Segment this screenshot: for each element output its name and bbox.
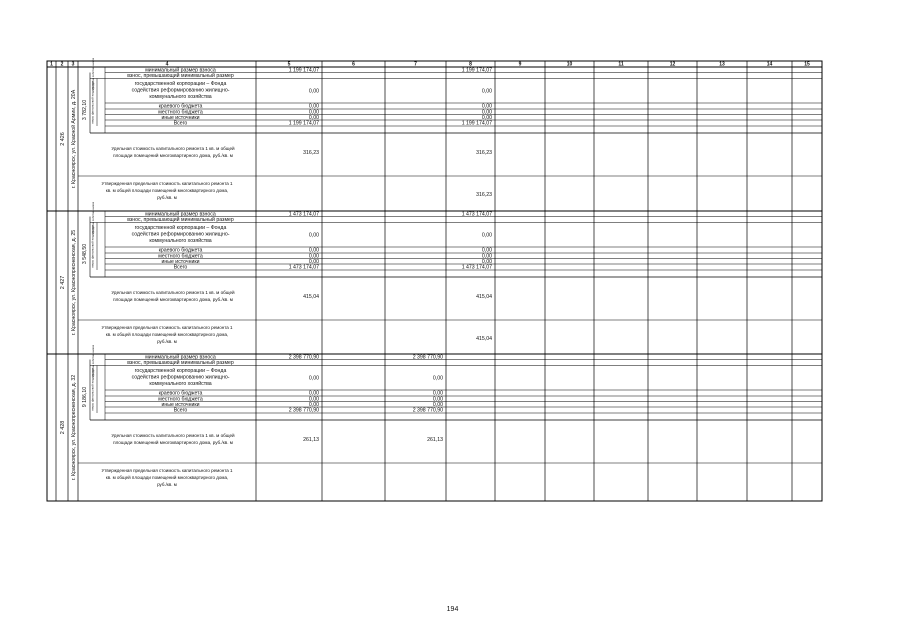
header-cell: 9	[518, 61, 522, 68]
value-fund: 0,00	[308, 375, 319, 382]
row-label-limit: кв. м общей площади помещений многоквартирного дома,	[105, 332, 229, 337]
group-label-finance: меры финансовой поддержки	[90, 367, 95, 411]
block-area: 9 186,10	[82, 386, 88, 408]
value-min_fee: 1 199 174,07	[461, 67, 492, 74]
row-label-fund: коммунального хозяйства	[149, 381, 212, 387]
value-regional: 0,00	[308, 390, 319, 397]
value-min_fee: 1 473 174,07	[288, 211, 319, 218]
value-unit: 415,04	[303, 294, 319, 300]
header-cell: 3	[71, 61, 75, 68]
value-other: 0,00	[432, 401, 443, 408]
header-cell: 2	[60, 61, 64, 68]
value-total: 1 473 174,07	[288, 264, 319, 271]
value-other: 0,00	[481, 258, 492, 265]
row-label-local: местного бюджета	[158, 253, 203, 260]
row-label-other: иные источники	[161, 258, 200, 265]
row-label-unit: площади помещений многоквартирного дома, руб./кв. м	[113, 297, 233, 302]
block-address: г. Красноярск, ул. Красной Армии, д. 20А	[71, 89, 77, 189]
row-label-limit: Утвержденная предельная стоимость капитального ремонта 1	[101, 325, 233, 330]
row-label-regional: краевого бюджета	[158, 103, 203, 110]
value-limit: 415,04	[476, 336, 492, 342]
value-fund: 0,00	[481, 232, 492, 239]
value-total: 2 398 770,90	[412, 407, 443, 414]
row-label-unit: площади помещений многоквартирного дома, руб./кв. м	[113, 440, 233, 445]
row-label-over-fee: взнос, превышающий минимальный размер	[127, 73, 234, 80]
row-label-unit: Удельная стоимость капитального ремонта 1 кв. м общей	[111, 290, 235, 295]
header-cell: 7	[414, 61, 417, 68]
value-local: 0,00	[308, 396, 319, 403]
value-local: 0,00	[432, 396, 443, 403]
row-label-fund: содействия реформированию жилищно-	[131, 374, 230, 381]
row-label-min-fee: минимальный размер взноса	[145, 354, 216, 361]
header-cell: 1	[50, 61, 53, 68]
header-cell: 5	[287, 61, 291, 68]
value-min_fee: 1 473 174,07	[461, 211, 492, 218]
row-label-regional: краевого бюджета	[158, 390, 203, 397]
row-label-fund: государственной корпорации – Фонда	[134, 368, 227, 374]
block-area: 3 782,10	[82, 99, 88, 121]
value-regional: 0,00	[481, 103, 492, 110]
value-fund: 0,00	[308, 232, 319, 239]
value-regional: 0,00	[432, 390, 443, 397]
row-label-other: иные источники	[161, 114, 200, 121]
row-label-limit: кв. м общей площади помещений многоквартирного дома,	[105, 475, 229, 480]
value-unit: 415,04	[476, 294, 492, 300]
value-fund: 0,00	[481, 88, 492, 95]
row-label-local: местного бюджета	[158, 396, 203, 403]
row-label-unit: площади помещений многоквартирного дома, руб./кв. м	[113, 153, 233, 158]
row-label-regional: краевого бюджета	[158, 247, 203, 254]
group-label-finance: меры финансовой поддержки	[90, 224, 95, 268]
value-local: 0,00	[308, 109, 319, 116]
header-cell: 8	[469, 61, 472, 68]
block-number: 2 427	[60, 275, 66, 290]
value-total: 1 473 174,07	[461, 264, 492, 271]
header-cell: 12	[669, 61, 676, 68]
block-address: г. Красноярск, ул. Краснопресненская, д. 25	[71, 229, 77, 336]
value-local: 0,00	[481, 253, 492, 260]
value-fund: 0,00	[432, 375, 443, 382]
value-total: 1 199 174,07	[288, 120, 319, 127]
row-label-local: местного бюджета	[158, 109, 203, 116]
row-label-over-fee: взнос, превышающий минимальный размер	[127, 360, 234, 367]
value-unit: 261,13	[303, 437, 319, 443]
header-cell: 11	[618, 61, 624, 68]
row-label-fund: коммунального хозяйства	[149, 238, 212, 244]
header-cell: 4	[165, 61, 169, 68]
block-number: 2 426	[60, 132, 66, 146]
row-label-total: Всего	[173, 120, 188, 127]
row-label-fund: государственной корпорации – Фонда	[134, 81, 227, 87]
row-label-over-fee: взнос, превышающий минимальный размер	[127, 217, 234, 224]
value-limit: 316,23	[476, 192, 492, 198]
row-label-min-fee: минимальный размер взноса	[145, 211, 216, 218]
value-total: 1 199 174,07	[461, 120, 492, 127]
value-local: 0,00	[308, 253, 319, 260]
row-label-min-fee: минимальный размер взноса	[145, 67, 216, 74]
row-label-unit: Удельная стоимость капитального ремонта 1 кв. м общей	[111, 146, 235, 151]
value-regional: 0,00	[308, 103, 319, 110]
row-label-fund: содействия реформированию жилищно-	[131, 87, 230, 94]
row-label-limit: Утвержденная предельная стоимость капитального ремонта 1	[101, 181, 233, 186]
value-other: 0,00	[308, 258, 319, 265]
row-label-limit: Утвержденная предельная стоимость капитального ремонта 1	[101, 468, 233, 473]
row-label-fund: содействия реформированию жилищно-	[131, 231, 230, 238]
header-cell: 15	[804, 61, 810, 68]
row-label-limit: кв. м общей площади помещений многоквартирного дома,	[105, 188, 229, 193]
value-min_fee: 2 398 770,90	[412, 354, 443, 361]
block-address: г. Красноярск, ул. Краснопресненская, д. 32	[71, 374, 77, 481]
value-total: 2 398 770,90	[288, 407, 319, 414]
row-label-limit: руб./кв. м	[157, 195, 177, 200]
value-other: 0,00	[308, 114, 319, 121]
value-unit: 261,13	[427, 437, 443, 443]
row-label-other: иные источники	[161, 401, 200, 408]
header-cell: 6	[352, 61, 355, 68]
value-local: 0,00	[481, 109, 492, 116]
group-label-owners: средства собственников	[91, 344, 95, 377]
block-number: 2 428	[60, 420, 66, 435]
row-label-fund: государственной корпорации – Фонда	[134, 225, 227, 231]
value-min_fee: 2 398 770,90	[288, 354, 319, 361]
value-regional: 0,00	[481, 247, 492, 254]
row-label-unit: Удельная стоимость капитального ремонта 1 кв. м общей	[111, 433, 235, 438]
row-label-total: Всего	[173, 407, 188, 414]
value-fund: 0,00	[308, 88, 319, 95]
group-label-owners: средства собственников	[91, 57, 95, 90]
header-cell: 13	[719, 61, 725, 68]
row-label-limit: руб./кв. м	[157, 339, 177, 344]
value-unit: 316,23	[476, 150, 492, 156]
header-cell: 10	[566, 61, 573, 68]
group-label-finance: меры финансовой поддержки	[90, 80, 95, 124]
page-number: 194	[446, 606, 459, 613]
value-regional: 0,00	[308, 247, 319, 254]
value-unit: 316,23	[303, 150, 319, 156]
value-other: 0,00	[481, 114, 492, 121]
group-label-owners: средства собственников	[91, 201, 95, 234]
row-label-limit: руб./кв. м	[157, 482, 177, 487]
block-area: 3 548,50	[82, 243, 88, 265]
row-label-fund: коммунального хозяйства	[149, 94, 212, 100]
row-label-total: Всего	[173, 264, 188, 271]
value-other: 0,00	[308, 401, 319, 408]
value-min_fee: 1 199 174,07	[288, 67, 319, 74]
header-cell: 14	[766, 61, 773, 68]
